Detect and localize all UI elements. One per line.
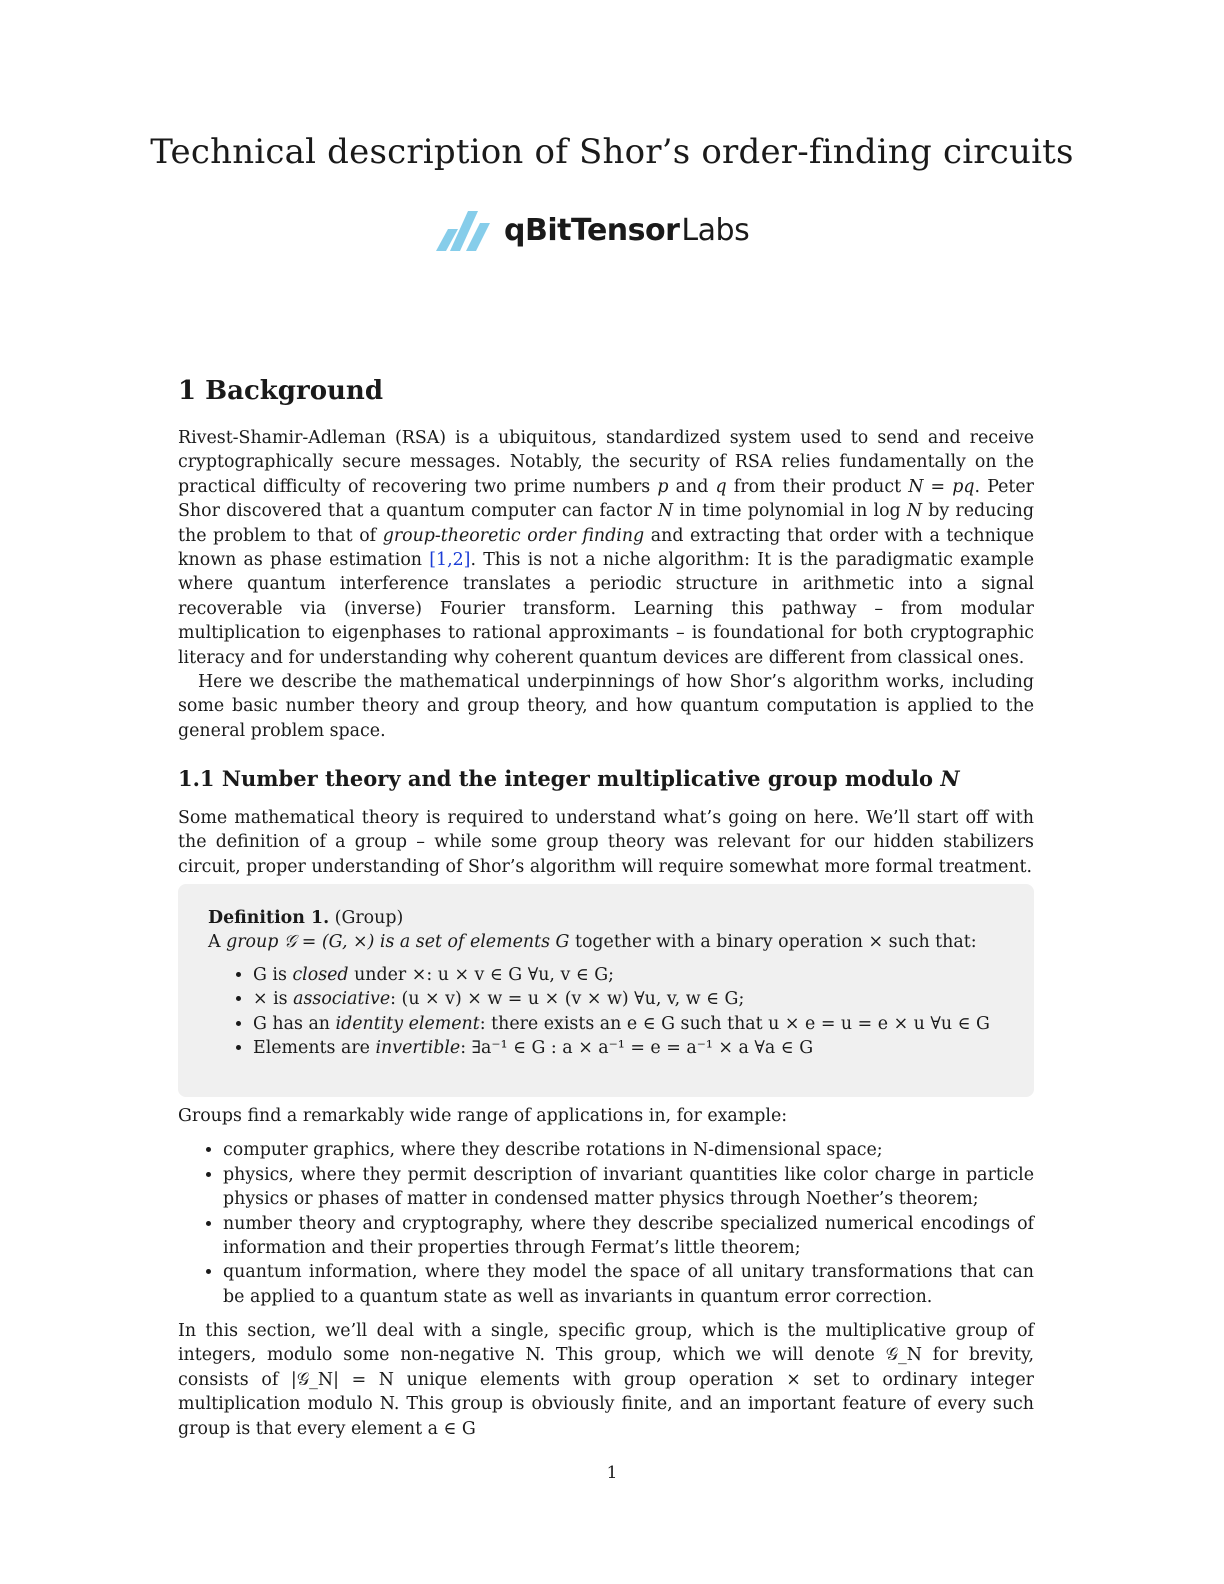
logo-brand-light: Labs — [681, 212, 750, 248]
paragraph: In this section, we’ll deal with a single, specific group, which is the multiplicative group of integers, modulo some non-negative N. This group, which we will denote 𝒢_N for brevity, consists of |𝒢_N| = N unique elements with group operation × set to ordinary integer multiplication modulo N. This group is obviously finite, and an important feature of every such group is that every element a ∈ G — [178, 1321, 1034, 1439]
applications-block — [178, 1104, 1034, 1309]
applications-list — [178, 1138, 1034, 1309]
list-item — [253, 987, 1008, 1011]
paragraph — [178, 426, 1034, 670]
text-run: together with a binary operation × such that: — [569, 932, 977, 953]
text-run: A — [208, 932, 227, 953]
heading-text: 1.1 Number theory and the integer multiplicative group modulo — [178, 766, 941, 791]
math-var: N — [906, 501, 923, 522]
emphasis: group — [226, 932, 279, 953]
company-logo — [434, 206, 749, 254]
list-item: • quantum information, where they model the space of all unitary transformations that can be applied to a quantum state as well as invariants in quantum error correction. — [223, 1260, 1034, 1309]
list-item: • number theory and cryptography, where they describe specialized numerical encodings of information and their properties through Fermat’s little theorem; — [223, 1212, 1034, 1261]
paragraph: Here we describe the mathematical underpinnings of how Shor’s algorithm works, including some basic number theory and group theory, and how quantum computation is applied to the general problem space. — [178, 672, 1034, 741]
document-title: Technical description of Shor’s order-finding circuits — [150, 132, 1074, 172]
math-var: G — [555, 932, 570, 953]
section-1-1 — [178, 766, 1034, 791]
emphasis: group-theoretic order finding — [382, 525, 645, 546]
text-run: Rivest-Shamir-Adleman (RSA) is a ubiquitous, standardized system used to send and receive cryptographically secure messages. Notably, the security of RSA relies fundamentally on the practical difficulty of recovering two prime numbers — [178, 428, 1034, 497]
definition-axiom-list — [208, 963, 1008, 1061]
section-1 — [178, 376, 1034, 406]
list-item: • computer graphics, where they describe rotations in N-dimensional space; — [223, 1138, 1034, 1162]
text-run: . Peter Shor discovered that a quantum computer can factor — [178, 476, 1034, 522]
paragraph: Groups find a remarkably wide range of applications in, for example: — [178, 1106, 788, 1126]
definition-name: (Group) — [334, 908, 404, 928]
paragraph: Some mathematical theory is required to understand what’s going on here. We’ll start off with the definition of a group – while some group theory was relevant for our hidden stabilizers circuit, proper understanding of Shor’s algorithm will require somewhat more formal treatment. — [178, 808, 1034, 877]
math-text: 𝒢 = (G, ×) is a set of elements — [278, 932, 556, 953]
emphasis: identity element — [335, 1013, 480, 1034]
text-run: G has an — [253, 1013, 336, 1034]
logo-mark-icon — [434, 207, 496, 253]
section-heading: 1 Background — [178, 376, 384, 406]
text-run: . This is not a niche algorithm: It is the paradigmatic example where quantum interference translates a periodic structure in arithmetic into a signal recoverable via (inverse) Fourier transform. Learning this pathway – from modular multiplication to eigenphases to rational approximants – is foundational for both cryptographic literacy and for understanding why coherent quantum devices are different from classical ones. — [178, 550, 1034, 668]
definition-box — [178, 884, 1034, 1097]
section-1-para-1 — [178, 426, 1034, 743]
logo-wordmark — [504, 213, 749, 248]
list-item — [253, 1012, 1008, 1036]
emphasis: associative — [293, 989, 391, 1010]
list-item — [253, 1036, 1008, 1060]
emphasis: invertible — [375, 1038, 461, 1059]
definition-intro — [208, 930, 1008, 954]
math-var: p — [657, 476, 669, 497]
text-run: and extracting that order with a technique known as phase estimation — [178, 525, 1034, 571]
text-run: from their product — [726, 476, 909, 497]
subsection-heading — [178, 766, 1034, 791]
definition-label: Definition 1. — [208, 908, 330, 928]
text-run: Elements are — [253, 1038, 376, 1059]
final-paragraph — [178, 1319, 1034, 1441]
text-run: under ×: u × v ∈ G ∀u, v ∈ G; — [348, 964, 614, 985]
citation-link[interactable]: [1,2] — [429, 550, 471, 571]
text-run: by reducing the problem to that of — [178, 501, 1034, 546]
definition-title — [208, 906, 1008, 930]
list-item: • physics, where they permit description of invariant quantities like color charge in particle physics or phases of matter in condensed matter physics through Noether’s theorem; — [223, 1163, 1034, 1212]
section-1-1-para — [178, 806, 1034, 879]
text-run: : ∃a⁻¹ ∈ G : a × a⁻¹ = e = a⁻¹ × a ∀a ∈ G — [460, 1038, 814, 1059]
text-run: in time polynomial in log — [673, 501, 907, 522]
text-run: × is — [253, 989, 294, 1010]
math-var: q — [715, 476, 727, 497]
math-var: N — [657, 501, 674, 522]
text-run: : there exists an e ∈ G such that u × e = u = e × u ∀u ∈ G — [479, 1013, 990, 1034]
text-run: : (u × v) × w = u × (v × w) ∀u, v, w ∈ G; — [390, 989, 745, 1010]
emphasis: closed — [292, 964, 349, 985]
logo-brand-bold: qBitTensor — [504, 212, 680, 248]
text-run: and — [668, 476, 716, 497]
math-var: N — [940, 766, 960, 791]
list-item — [253, 963, 1008, 987]
page-number: 1 — [606, 1463, 618, 1483]
math-equation: N = pq — [908, 476, 975, 497]
text-run: G is — [253, 964, 293, 985]
